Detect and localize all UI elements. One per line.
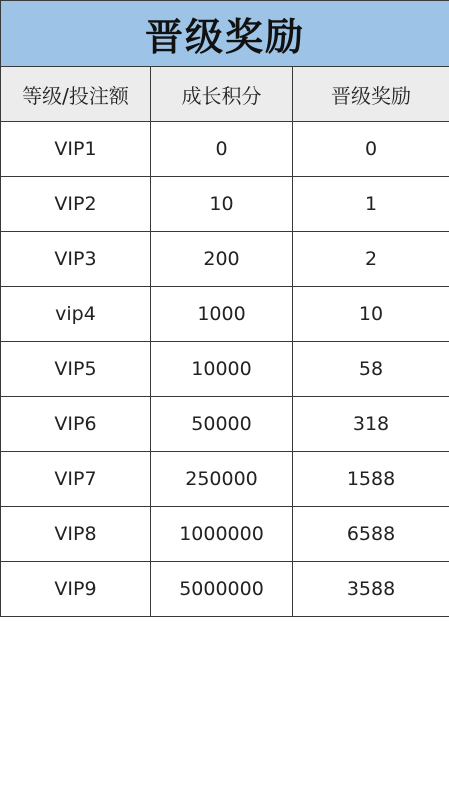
level-cell: VIP3	[1, 232, 151, 287]
reward-cell: 6588	[293, 507, 449, 562]
reward-cell: 10	[293, 287, 449, 342]
table-row	[1, 342, 449, 397]
reward-cell: 318	[293, 397, 449, 452]
growth-points-cell: 1000000	[151, 507, 293, 562]
table-row	[1, 122, 449, 177]
table-title: 晋级奖励	[1, 1, 449, 67]
table-row	[1, 507, 449, 562]
table-row	[1, 452, 449, 507]
growth-points-cell: 1000	[151, 287, 293, 342]
header-row	[1, 67, 449, 122]
level-cell: VIP8	[1, 507, 151, 562]
reward-cell: 1588	[293, 452, 449, 507]
level-cell: VIP6	[1, 397, 151, 452]
reward-cell: 3588	[293, 562, 449, 617]
growth-points-cell: 0	[151, 122, 293, 177]
growth-points-cell: 5000000	[151, 562, 293, 617]
column-header-reward: 晋级奖励	[293, 67, 449, 122]
reward-cell: 0	[293, 122, 449, 177]
growth-points-cell: 50000	[151, 397, 293, 452]
level-cell: VIP7	[1, 452, 151, 507]
level-cell: VIP5	[1, 342, 151, 397]
growth-points-cell: 10	[151, 177, 293, 232]
table-row	[1, 232, 449, 287]
growth-points-cell: 10000	[151, 342, 293, 397]
growth-points-cell: 200	[151, 232, 293, 287]
level-cell: VIP2	[1, 177, 151, 232]
table-row	[1, 562, 449, 617]
table-row	[1, 287, 449, 342]
level-cell: VIP9	[1, 562, 151, 617]
reward-cell: 2	[293, 232, 449, 287]
column-header-growth-points: 成长积分	[151, 67, 293, 122]
title-row	[1, 1, 449, 67]
growth-points-cell: 250000	[151, 452, 293, 507]
table-row	[1, 177, 449, 232]
table-row	[1, 397, 449, 452]
reward-cell: 1	[293, 177, 449, 232]
level-cell: vip4	[1, 287, 151, 342]
reward-cell: 58	[293, 342, 449, 397]
level-cell: VIP1	[1, 122, 151, 177]
column-header-level: 等级/投注额	[1, 67, 151, 122]
